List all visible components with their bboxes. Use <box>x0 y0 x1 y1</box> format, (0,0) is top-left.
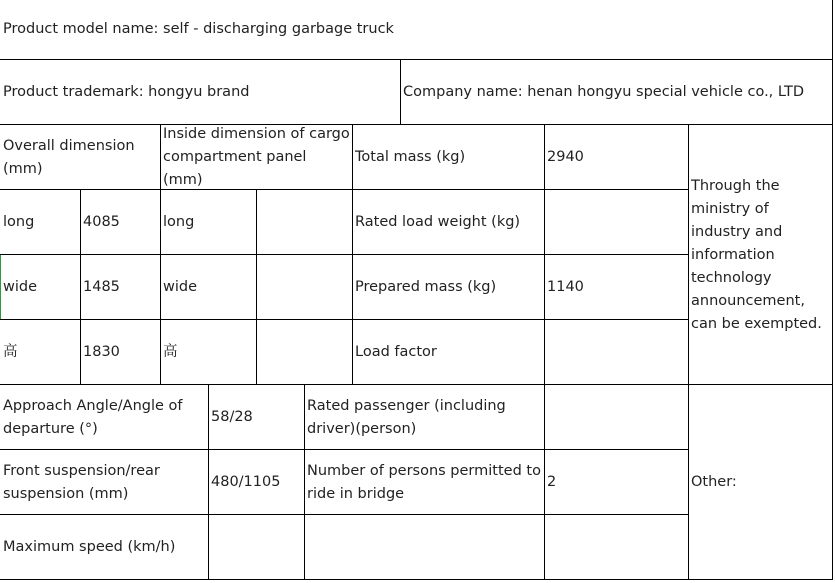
max-speed-label <box>0 515 208 580</box>
inside-wide-label <box>160 255 256 320</box>
grid-line <box>0 59 833 60</box>
rated-passenger-text: Rated passenger (including driver)(person) <box>307 397 506 437</box>
prepared-mass-text: Prepared mass (kg) <box>355 279 497 295</box>
suspension-value <box>208 450 304 515</box>
total-mass-text: Total mass (kg) <box>355 149 466 165</box>
grid-line <box>0 124 833 125</box>
grid-line <box>0 254 688 255</box>
rated-passenger-value <box>544 385 688 450</box>
grid-line <box>832 0 833 580</box>
approach-angle-label <box>0 385 208 450</box>
inside-wide-text: wide <box>163 279 198 295</box>
inside-long-text: long <box>163 214 195 230</box>
inside-long-value <box>256 190 352 255</box>
grid-line <box>0 514 688 515</box>
company-name <box>400 60 832 125</box>
suspension-label <box>0 450 208 515</box>
wide-value <box>80 255 160 320</box>
suspension-value-text: 480/1105 <box>211 474 281 490</box>
long-value-text: 4085 <box>83 214 120 230</box>
max-speed-value <box>208 515 304 580</box>
exemption-note-text: Through the ministry of industry and information technology announcement, can be exempted. <box>691 177 822 332</box>
rated-passenger-label <box>304 385 544 450</box>
company-text: Company name: henan hongyu special vehicle co., LTD <box>403 84 805 100</box>
product-trademark <box>0 60 400 125</box>
load-factor-text: Load factor <box>355 344 437 360</box>
other-text: Other: <box>691 474 737 490</box>
product-model-text: Product model name: self - discharging garbage truck <box>3 21 394 37</box>
inside-wide-value <box>256 255 352 320</box>
persons-bridge-label <box>304 450 544 515</box>
exemption-note <box>688 125 832 385</box>
trademark-text: Product trademark: hongyu brand <box>3 84 250 100</box>
grid-line <box>0 189 688 190</box>
prepared-mass-label <box>352 255 544 320</box>
prepared-mass-value-text: 1140 <box>547 279 584 295</box>
persons-bridge-value <box>544 450 688 515</box>
rated-load-label <box>352 190 544 255</box>
inside-dimension-text: Inside dimension of cargo compartment panel (mm) <box>163 126 350 188</box>
grid-line <box>0 319 688 320</box>
persons-bridge-value-text: 2 <box>547 474 557 490</box>
rated-load-value <box>544 190 688 255</box>
inside-high-text: 高 <box>163 344 178 360</box>
grid-line <box>304 384 305 580</box>
long-label <box>0 190 80 255</box>
overall-dimension-text: Overall dimension (mm) <box>3 137 135 177</box>
max-speed-text: Maximum speed (km/h) <box>3 539 176 555</box>
approach-angle-text: Approach Angle/Angle of departure (°) <box>3 397 183 437</box>
inside-long-label <box>160 190 256 255</box>
prepared-mass-value <box>544 255 688 320</box>
inside-dimension-label <box>160 125 352 190</box>
rated-load-text: Rated load weight (kg) <box>355 214 521 230</box>
wide-label-text: wide <box>3 279 38 295</box>
wide-value-text: 1485 <box>83 279 120 295</box>
grid-line <box>0 579 833 580</box>
grid-line <box>80 189 81 385</box>
grid-line <box>160 124 161 385</box>
overall-dimension-label <box>0 125 160 190</box>
wide-label <box>0 255 80 320</box>
grid-line <box>0 449 688 450</box>
grid-line <box>256 189 257 385</box>
persons-bridge-text: Number of persons permitted to ride in bridge <box>307 462 541 502</box>
long-label-text: long <box>3 214 35 230</box>
total-mass-value-text: 2940 <box>547 149 584 165</box>
empty-cell-b <box>544 515 688 580</box>
approach-angle-value-text: 58/28 <box>211 409 253 425</box>
grid-line <box>0 384 833 385</box>
empty-cell-a <box>304 515 544 580</box>
grid-line <box>544 124 545 580</box>
grid-line <box>352 124 353 385</box>
total-mass-value <box>544 125 688 190</box>
inside-high-label <box>160 320 256 385</box>
grid-line <box>688 124 689 580</box>
high-label <box>0 320 80 385</box>
high-label-text: 高 <box>3 344 18 360</box>
other-label <box>688 385 832 580</box>
high-value <box>80 320 160 385</box>
inside-high-value <box>256 320 352 385</box>
long-value <box>80 190 160 255</box>
load-factor-label <box>352 320 544 385</box>
grid-line <box>208 384 209 580</box>
approach-angle-value <box>208 385 304 450</box>
high-value-text: 1830 <box>83 344 120 360</box>
total-mass-label <box>352 125 544 190</box>
cell-cursor-marker <box>0 255 1 319</box>
grid-line <box>400 59 401 125</box>
product-model-name <box>0 0 832 59</box>
suspension-text: Front suspension/rear suspension (mm) <box>3 462 160 502</box>
load-factor-value <box>544 320 688 385</box>
